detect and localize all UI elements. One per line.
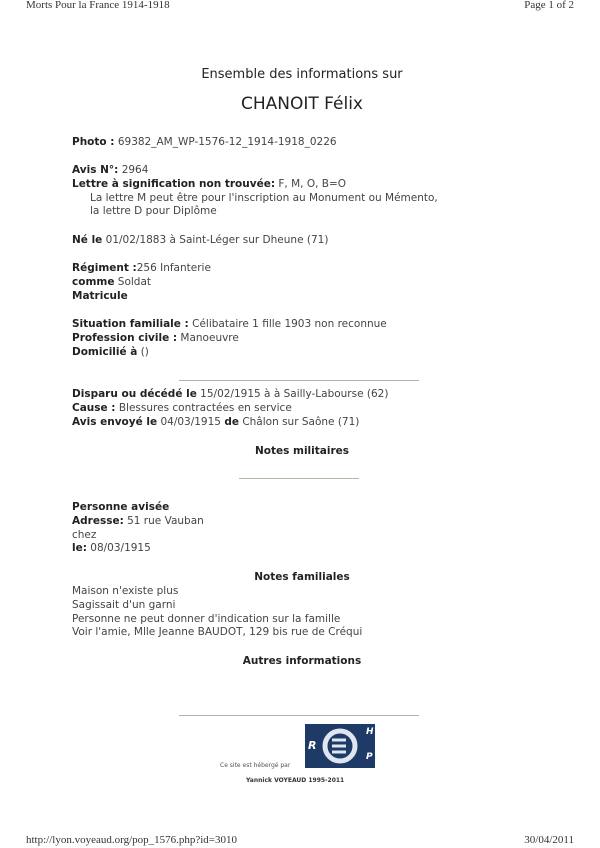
avis-label: Avis N°: bbox=[72, 164, 119, 176]
section-autres-informations: Autres informations bbox=[242, 655, 362, 667]
avis-value: 2964 bbox=[121, 164, 149, 176]
photo-label: Photo : bbox=[72, 136, 115, 148]
comme-value: Soldat bbox=[117, 275, 152, 288]
domicile-label: Domicilié à bbox=[72, 345, 138, 358]
note-familiale-item: Maison n'existe plus bbox=[72, 585, 179, 597]
avis-envoye-place: Châlon sur Saône (71) bbox=[242, 415, 360, 428]
personne-avisee-title: Personne avisée bbox=[72, 501, 170, 513]
divider-rule bbox=[179, 380, 419, 381]
deces-label: Disparu ou décédé le bbox=[72, 388, 197, 400]
logo-letter-r: R bbox=[308, 739, 317, 752]
photo-value: 69382_AM_WP-1576-12_1914-1918_0226 bbox=[117, 136, 337, 148]
adresse-label: Adresse: bbox=[72, 514, 124, 527]
military-block bbox=[72, 262, 532, 303]
deces-date: 15/02/1915 bbox=[200, 388, 261, 400]
host-logo[interactable] bbox=[305, 724, 375, 768]
le-value: 08/03/1915 bbox=[90, 542, 151, 555]
profession-label: Profession civile : bbox=[72, 331, 178, 344]
section-notes-familiales: Notes familiales bbox=[254, 571, 350, 583]
header-site-title: Morts Pour la France 1914-1918 bbox=[26, 0, 170, 11]
matricule-label: Matricule bbox=[72, 289, 128, 302]
le-label: le: bbox=[72, 542, 87, 555]
section-notes-militaires: Notes militaires bbox=[254, 445, 350, 457]
profession-value: Manoeuvre bbox=[180, 331, 239, 344]
record-heading: Ensemble des informations sur bbox=[201, 67, 403, 82]
deces-a: à à bbox=[264, 388, 281, 400]
regiment-label: Régiment : bbox=[72, 262, 137, 274]
lettre-value: F, M, O, B=O bbox=[278, 177, 347, 190]
avis-block bbox=[72, 164, 532, 219]
person-name: CHANOIT Félix bbox=[241, 94, 363, 114]
situation-label: Situation familiale : bbox=[72, 318, 189, 330]
notes-familiales-list bbox=[72, 585, 532, 640]
personne-avisee-block bbox=[72, 501, 532, 556]
adresse-value: 51 rue Vauban bbox=[127, 514, 204, 527]
death-block bbox=[72, 388, 532, 429]
avis-envoye-label: Avis envoyé le bbox=[72, 415, 158, 428]
lettre-note-1: La lettre M peut être pour l'inscription au Monument ou Mémento, bbox=[90, 191, 438, 204]
divider-rule-short bbox=[239, 478, 359, 479]
civil-block bbox=[72, 318, 532, 359]
logo-letter-p: P bbox=[366, 752, 373, 762]
footer-url: http://lyon.voyeaud.org/pop_1576.php?id=3010 bbox=[26, 834, 238, 846]
note-familiale-item: Personne ne peut donner d'indication sur la famille bbox=[72, 612, 341, 625]
birth-a: à bbox=[169, 234, 176, 246]
photo-block bbox=[72, 136, 532, 150]
chez-label: chez bbox=[72, 528, 97, 541]
header-page-number: Page 1 of 2 bbox=[524, 0, 574, 11]
birth-place: Saint-Léger sur Dheune (71) bbox=[179, 234, 329, 246]
deces-place: Sailly-Labourse (62) bbox=[283, 388, 389, 400]
regiment-value: 256 Infanterie bbox=[136, 262, 211, 274]
situation-value: Célibataire 1 fille 1903 non reconnue bbox=[192, 318, 387, 330]
lettre-label: Lettre à signification non trouvée: bbox=[72, 177, 276, 190]
print-header bbox=[0, 0, 600, 16]
cause-label: Cause : bbox=[72, 401, 116, 414]
footer-date: 30/04/2011 bbox=[524, 834, 574, 846]
divider-rule-bottom bbox=[179, 715, 419, 716]
note-familiale-item: Sagissait d'un garni bbox=[72, 598, 176, 611]
birth-block bbox=[72, 234, 532, 248]
hosting-note: Ce site est hébergé par bbox=[220, 762, 291, 769]
cause-value: Blessures contractées en service bbox=[118, 401, 292, 414]
credit-line: Yannick VOYEAUD 1995-2011 bbox=[246, 777, 345, 784]
note-familiale-item: Voir l'amie, Mlle Jeanne BAUDOT, 129 bis rue de Créqui bbox=[72, 626, 363, 639]
birth-date: 01/02/1883 bbox=[105, 234, 167, 246]
birth-label: Né le bbox=[72, 234, 103, 246]
lettre-note-2: la lettre D pour Diplôme bbox=[90, 205, 217, 218]
logo-letter-h: H bbox=[366, 727, 374, 737]
domicile-value: () bbox=[140, 345, 149, 358]
avis-envoye-date: 04/03/1915 bbox=[160, 415, 221, 428]
comme-label: comme bbox=[72, 275, 115, 288]
avis-envoye-de: de bbox=[224, 415, 239, 428]
